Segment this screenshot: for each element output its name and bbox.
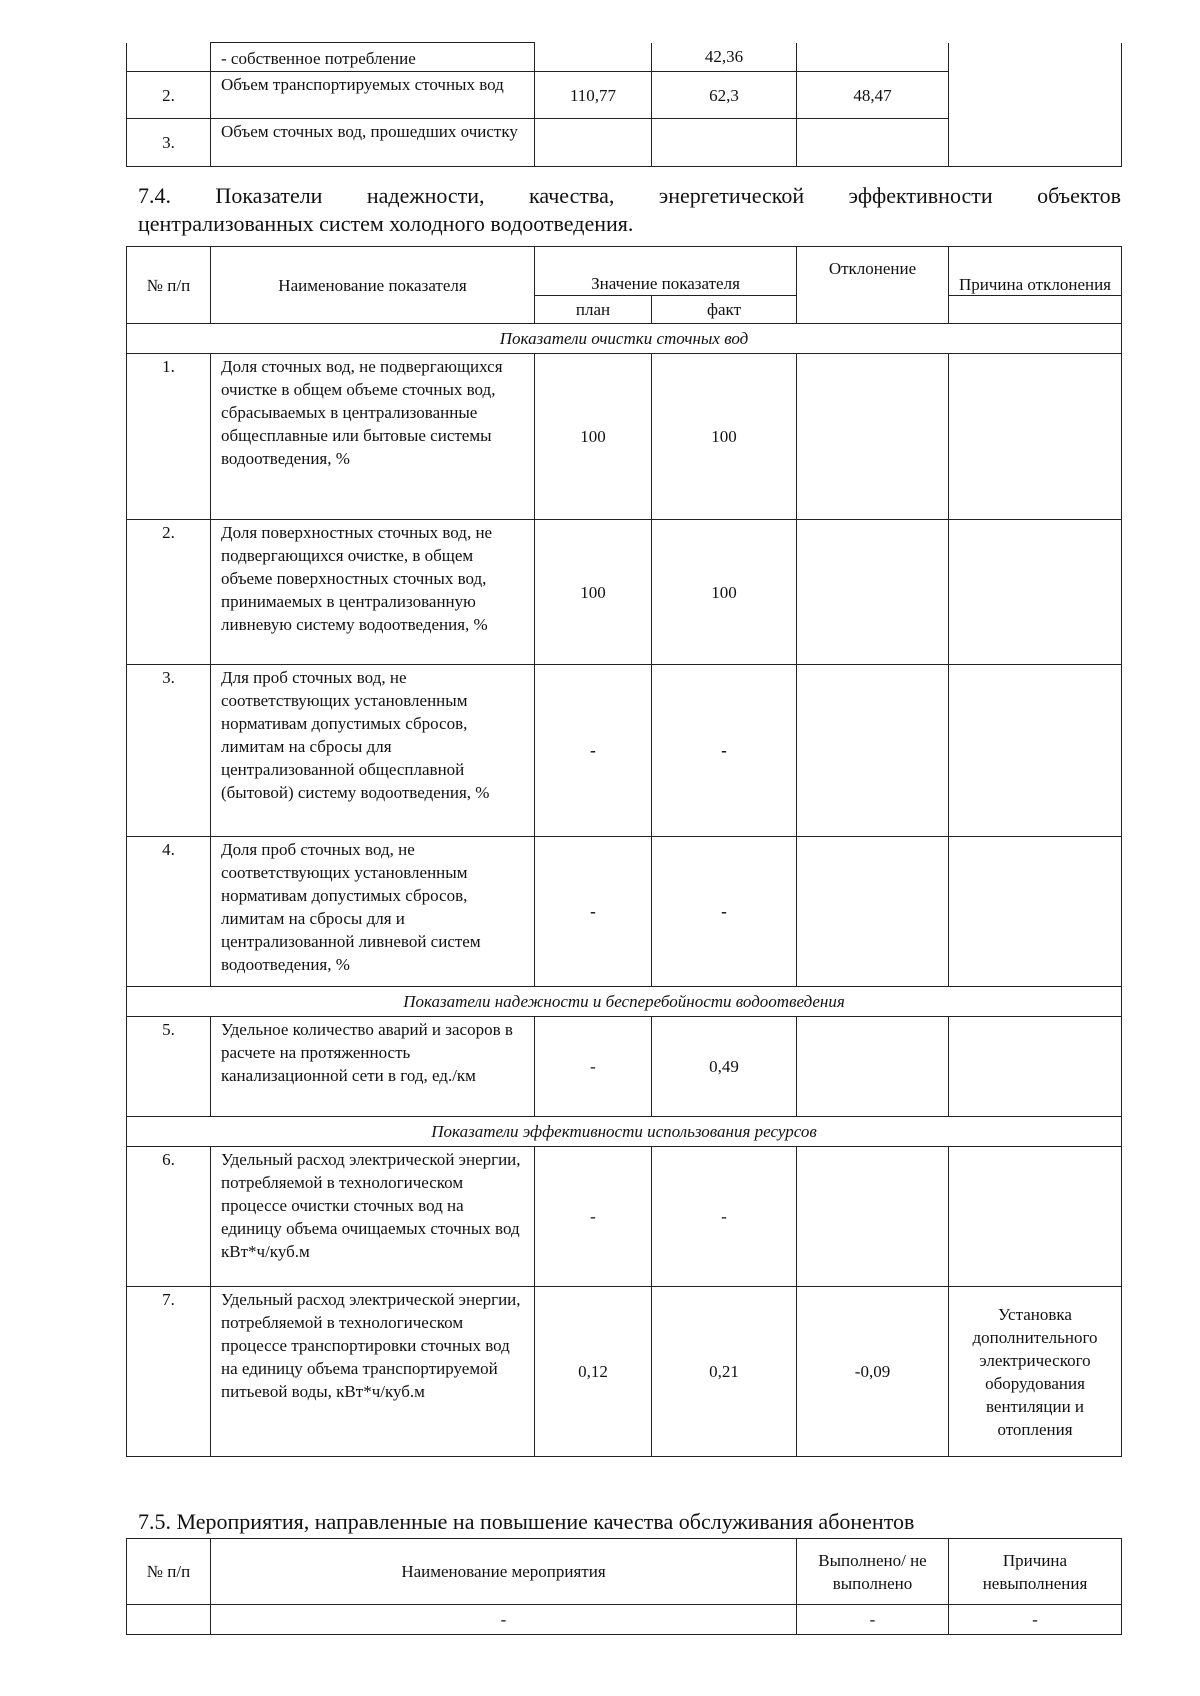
row-plan: 110,77 — [535, 72, 652, 119]
row-fact: - — [652, 665, 797, 837]
row-reason: Установка дополнительного электрического оборудования вентиляции и отопления — [949, 1287, 1122, 1457]
header-reason: Причина отклонения — [949, 247, 1122, 296]
header-done: Выполнено/ не выполнено — [797, 1539, 949, 1605]
row-fact: 100 — [652, 520, 797, 665]
row-reason: - — [949, 1605, 1122, 1635]
row-number: 3. — [127, 665, 211, 837]
row-name: Удельный расход электрической энергии, потребляемой в технологическом процессе транспортировки сточных вод на единицу объема транспортируемой питьевой воды, кВт*ч/куб.м — [211, 1287, 535, 1457]
row-reason — [949, 354, 1122, 520]
table-header-row — [127, 247, 1122, 296]
header-reason-sub — [949, 296, 1122, 324]
table-row — [127, 1017, 1122, 1117]
row-deviation — [797, 1147, 949, 1287]
table-row — [127, 354, 1122, 520]
row-plan — [535, 43, 652, 72]
row-reason — [949, 837, 1122, 987]
header-num: № п/п — [127, 1539, 211, 1605]
row-plan: - — [535, 1147, 652, 1287]
row-plan: - — [535, 837, 652, 987]
row-number: 2. — [127, 520, 211, 665]
row-deviation: -0,09 — [797, 1287, 949, 1457]
row-number: 1. — [127, 354, 211, 520]
table-row — [127, 1605, 1122, 1635]
header-reason: Причина невыполнения — [949, 1539, 1122, 1605]
row-number: 7. — [127, 1287, 211, 1457]
section-7-4-caption — [138, 182, 1121, 238]
row-reason — [949, 43, 1122, 167]
table-row — [127, 520, 1122, 665]
row-fact: 100 — [652, 354, 797, 520]
row-reason — [949, 520, 1122, 665]
row-plan — [535, 119, 652, 167]
group-title: Показатели надежности и бесперебойности водоотведения — [127, 987, 1122, 1017]
row-name: - — [211, 1605, 797, 1635]
row-fact: 62,3 — [652, 72, 797, 119]
group-title: Показатели эффективности использования ресурсов — [127, 1117, 1122, 1147]
row-name: Удельное количество аварий и засоров в расчете на протяженность канализационной сети в год, ед./км — [211, 1017, 535, 1117]
group-header-row — [127, 324, 1122, 354]
row-name: Для проб сточных вод, не соответствующих установленным нормативам допустимых сбросов, лимитам на сбросы для централизованной общесплавной (бытовой) систему водоотведения, % — [211, 665, 535, 837]
header-plan: план — [535, 296, 652, 324]
row-deviation — [797, 119, 949, 167]
row-reason — [949, 1017, 1122, 1117]
row-reason — [949, 1147, 1122, 1287]
row-name: Объем транспортируемых сточных вод — [211, 72, 535, 119]
header-name: Наименование показателя — [211, 247, 535, 324]
header-fact: факт — [652, 296, 797, 324]
row-number: 4. — [127, 837, 211, 987]
table-row — [127, 43, 1122, 72]
row-deviation — [797, 1017, 949, 1117]
row-deviation — [797, 837, 949, 987]
row-name: Доля сточных вод, не подвергающихся очистке в общем объеме сточных вод, сбрасываемых в централизованные общесплавные или бытовые системы водоотведения, % — [211, 354, 535, 520]
row-name: - собственное потребление — [211, 43, 535, 72]
row-fact: - — [652, 1147, 797, 1287]
table-header-row — [127, 1539, 1122, 1605]
table-row — [127, 1287, 1122, 1457]
row-plan: 100 — [535, 520, 652, 665]
row-plan: 100 — [535, 354, 652, 520]
section-7-4-caption-line2: централизованных систем холодного водоотведения. — [138, 211, 634, 236]
table-7-3-continuation — [126, 42, 1122, 167]
row-fact: 0,21 — [652, 1287, 797, 1457]
section-7-4-caption-line1: 7.4. Показатели надежности, качества, энергетической эффективности объектов — [138, 183, 1121, 208]
header-deviation: Отклонение — [797, 247, 949, 324]
row-deviation — [797, 354, 949, 520]
group-header-row — [127, 987, 1122, 1017]
row-name: Доля проб сточных вод, не соответствующих установленным нормативам допустимых сбросов, лимитам на сбросы для и централизованной ливневой систем водоотведения, % — [211, 837, 535, 987]
row-plan: - — [535, 665, 652, 837]
row-number: 3. — [127, 119, 211, 167]
row-deviation — [797, 43, 949, 72]
row-number: 2. — [127, 72, 211, 119]
header-num: № п/п — [127, 247, 211, 324]
table-7-4-indicators — [126, 246, 1122, 1457]
row-number: 5. — [127, 1017, 211, 1117]
section-7-5-caption: 7.5. Мероприятия, направленные на повышение качества обслуживания абонентов — [138, 1509, 915, 1534]
row-deviation — [797, 520, 949, 665]
row-fact — [652, 119, 797, 167]
row-fact: - — [652, 837, 797, 987]
row-name: Объем сточных вод, прошедших очистку — [211, 119, 535, 167]
header-value: Значение показателя — [535, 247, 797, 296]
header-name: Наименование мероприятия — [211, 1539, 797, 1605]
row-deviation — [797, 665, 949, 837]
row-plan: - — [535, 1017, 652, 1117]
table-7-5-measures — [126, 1538, 1122, 1635]
row-number: 6. — [127, 1147, 211, 1287]
table-row — [127, 665, 1122, 837]
row-fact: 42,36 — [652, 43, 797, 72]
row-plan: 0,12 — [535, 1287, 652, 1457]
row-number — [127, 1605, 211, 1635]
row-number — [127, 43, 211, 72]
row-done: - — [797, 1605, 949, 1635]
row-reason — [949, 665, 1122, 837]
table-row — [127, 1147, 1122, 1287]
group-title: Показатели очистки сточных вод — [127, 324, 1122, 354]
row-fact: 0,49 — [652, 1017, 797, 1117]
row-name: Доля поверхностных сточных вод, не подвергающихся очистке, в общем объеме поверхностных сточных вод, принимаемых в централизованную ливневую систему водоотведения, % — [211, 520, 535, 665]
table-row — [127, 837, 1122, 987]
group-header-row — [127, 1117, 1122, 1147]
row-deviation: 48,47 — [797, 72, 949, 119]
row-name: Удельный расход электрической энергии, потребляемой в технологическом процессе очистки сточных вод на единицу объема очищаемых сточных вод кВт*ч/куб.м — [211, 1147, 535, 1287]
